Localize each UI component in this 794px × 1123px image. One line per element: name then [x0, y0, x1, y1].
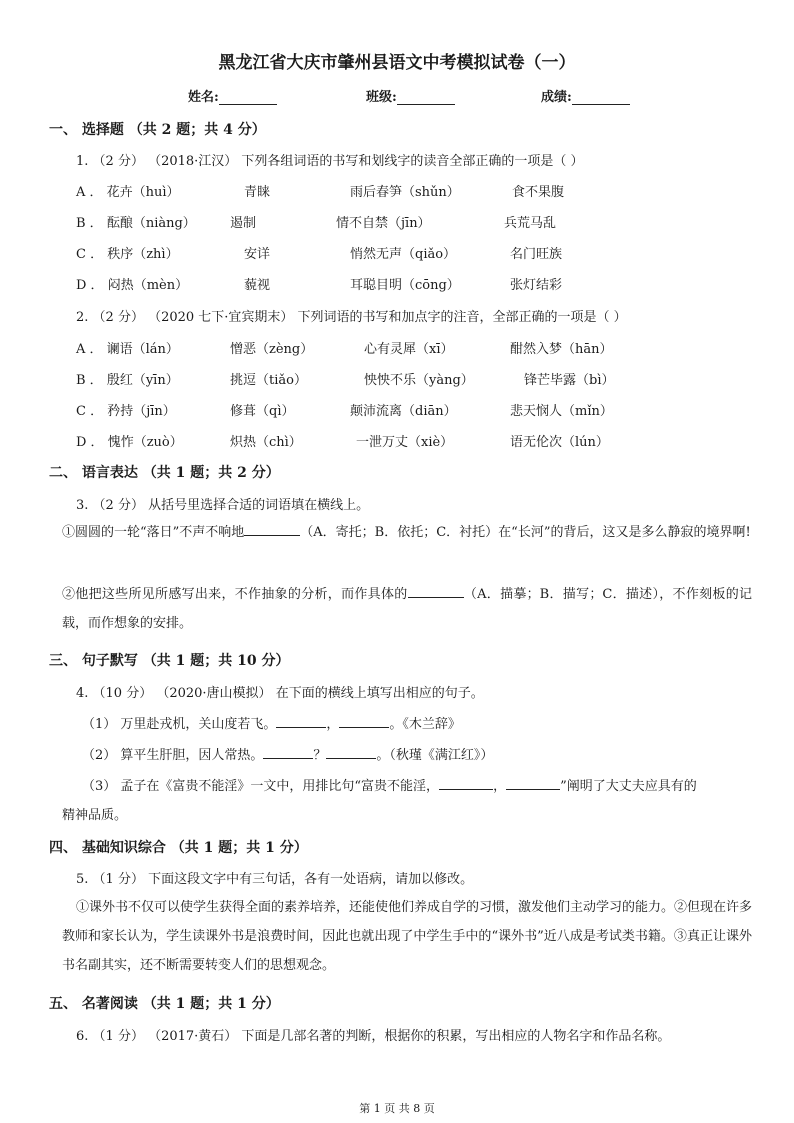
q4-blank-2[interactable] — [339, 715, 389, 728]
section-heading-3: 三、 句子默写 （共 1 题；共 10 分） — [49, 653, 290, 669]
question-5-stem: 5. （1 分） 下面这段文字中有三句话，各有一处语病，请加以修改。 — [76, 872, 474, 887]
score-label: 成绩: — [541, 90, 572, 105]
page-title: 黑龙江省大庆市肇州县语文中考模拟试卷（一） — [218, 53, 576, 73]
q3-blank-1[interactable] — [244, 523, 300, 536]
q3-item-1 — [62, 518, 752, 547]
q4-line-2 — [82, 744, 493, 763]
q2-option-c-3: 颠沛流离（diān） — [350, 404, 457, 419]
q4-line-1 — [82, 713, 461, 732]
q2-option-d-2: 炽热（chì） — [230, 435, 302, 450]
q2-option-b-4: 锋芒毕露（bì） — [524, 373, 615, 388]
q2-option-d-1: D ． 愧怍（zuò） — [76, 435, 183, 450]
q4-line-1-source: 。《木兰辞》 — [389, 717, 461, 732]
page-footer: 第 1 页 共 8 页 — [359, 1102, 435, 1115]
name-field[interactable] — [188, 86, 277, 105]
q4-line-3-comma: ， — [493, 779, 507, 794]
q1-option-c-3: 悄然无声（qiǎo） — [350, 247, 457, 262]
q4-line-1-comma: ， — [326, 717, 340, 732]
q1-option-d-3: 耳聪目明（cōng） — [350, 278, 460, 293]
q1-option-d-4: 张灯结彩 — [510, 278, 563, 293]
q3-item-1-text-a: ①圆圆的一轮“落日”不声不响地 — [62, 525, 245, 540]
q2-option-a-3: 心有灵犀（xī） — [364, 342, 454, 357]
q4-line-1-text: （1） 万里赴戎机，关山度若飞。 — [82, 717, 277, 732]
q1-option-a-4: 食不果腹 — [512, 185, 565, 200]
section-heading-1: 一、 选择题 （共 2 题；共 4 分） — [49, 122, 266, 138]
q2-option-b-2: 挑逗（tiǎo） — [230, 373, 307, 388]
q1-option-a-3: 雨后春笋（shǔn） — [350, 185, 460, 200]
q1-option-c-1: C ． 秩序（zhì） — [76, 247, 179, 262]
q4-blank-6[interactable] — [506, 777, 560, 790]
q2-option-b-1: B ． 殷红（yīn） — [76, 373, 179, 388]
q1-option-c-4: 名门旺族 — [510, 247, 563, 262]
q2-option-d-4: 语无伦次（lún） — [510, 435, 609, 450]
q2-option-c-4: 悲天悯人（mǐn） — [510, 404, 613, 419]
score-field[interactable] — [541, 86, 630, 105]
section-heading-2: 二、 语言表达 （共 1 题；共 2 分） — [49, 465, 280, 481]
q1-option-b-2: 遏制 — [230, 216, 257, 231]
section-heading-5: 五、 名著阅读 （共 1 题；共 1 分） — [49, 996, 280, 1012]
q1-option-b-4: 兵荒马乱 — [504, 216, 557, 231]
score-blank[interactable] — [572, 90, 630, 105]
q3-item-2-text-b: （A．描摹；B．描写；C．描述），不作刻板的记载，而作想象的安排。 — [62, 587, 752, 631]
q3-blank-2[interactable] — [408, 585, 464, 598]
name-blank[interactable] — [219, 90, 277, 105]
q1-option-d-2: 藐视 — [244, 278, 271, 293]
name-label: 姓名: — [188, 90, 219, 105]
q4-line-2-source: 。（秋瑾《满江红》） — [376, 748, 494, 763]
question-2-stem: 2. （2 分） （2020 七下·宜宾期末） 下列词语的书写和加点字的注音，全部正确的一项是（ ） — [76, 310, 627, 325]
q4-line-2-text: （2） 算平生肝胆，因人常热。 — [82, 748, 264, 763]
q1-option-c-2: 安详 — [244, 247, 271, 262]
class-blank[interactable] — [397, 90, 455, 105]
question-6-stem: 6. （1 分） （2017·黄石） 下面是几部名著的判断，根据你的积累，写出相应的人物名字和作品名称。 — [76, 1029, 671, 1044]
q3-item-2 — [62, 580, 752, 638]
q1-option-b-3: 情不自禁（jīn） — [336, 216, 431, 231]
q2-option-d-3: 一泄万丈（xiè） — [356, 435, 454, 450]
q1-option-a-2: 青睐 — [244, 185, 271, 200]
class-label: 班级: — [366, 90, 397, 105]
q3-item-1-text-b: （A．寄托；B．依托；C．衬托）在“长河”的背后，这又是多么静寂的境界啊! — [300, 525, 751, 540]
q1-option-d-1: D ． 闷热（mèn） — [76, 278, 189, 293]
question-3-stem: 3. （2 分） 从括号里选择合适的词语填在横线上。 — [76, 498, 370, 513]
q4-line-3 — [82, 775, 697, 794]
q2-option-a-4: 酣然入梦（hān） — [510, 342, 613, 357]
q2-option-b-3: 怏怏不乐（yàng） — [364, 373, 474, 388]
q2-option-a-2: 憎恶（zèng） — [230, 342, 314, 357]
q4-line-3-continued: 精神品质。 — [62, 808, 128, 823]
q2-option-a-1: A ． 谰语（lán） — [76, 342, 179, 357]
section-heading-4: 四、 基础知识综合 （共 1 题；共 1 分） — [49, 840, 308, 856]
question-4-stem: 4. （10 分） （2020·唐山模拟） 在下面的横线上填写出相应的句子。 — [76, 686, 484, 701]
q4-blank-5[interactable] — [439, 777, 493, 790]
q5-passage: ①课外书不仅可以使学生获得全面的素养培养，还能使他们养成自学的习惯，激发他们主动学习的能力。②但现在许多教师和家长认为，学生读课外书是浪费时间，因此也就出现了中学生手中的“课外书”近八成是考试类书籍。③真正让课外书名副其实，还不断需要转变人们的思想观念。 — [62, 900, 753, 973]
q4-line-2-question: ？ — [313, 748, 327, 763]
q2-option-c-1: C ． 矜持（jīn） — [76, 404, 176, 419]
q4-blank-3[interactable] — [263, 746, 313, 759]
q2-option-c-2: 修葺（qì） — [230, 404, 295, 419]
q4-blank-1[interactable] — [276, 715, 326, 728]
class-field[interactable] — [366, 86, 455, 105]
q4-line-3-tail: ”阐明了大丈夫应具有的 — [560, 779, 697, 794]
q4-blank-4[interactable] — [326, 746, 376, 759]
q4-line-3-text: （3） 孟子在《富贵不能淫》一文中，用排比句“富贵不能淫， — [82, 779, 440, 794]
q3-item-2-text-a: ②他把这些所见所感写出来，不作抽象的分析，而作具体的 — [62, 587, 408, 602]
q1-option-b-1: B ． 酝酿（niàng） — [76, 216, 196, 231]
q1-option-a-1: A ． 花卉（huì） — [76, 185, 180, 200]
question-1-stem: 1. （2 分） （2018·江汉） 下列各组词语的书写和划线字的读音全部正确的一项是（ ） — [76, 154, 584, 169]
